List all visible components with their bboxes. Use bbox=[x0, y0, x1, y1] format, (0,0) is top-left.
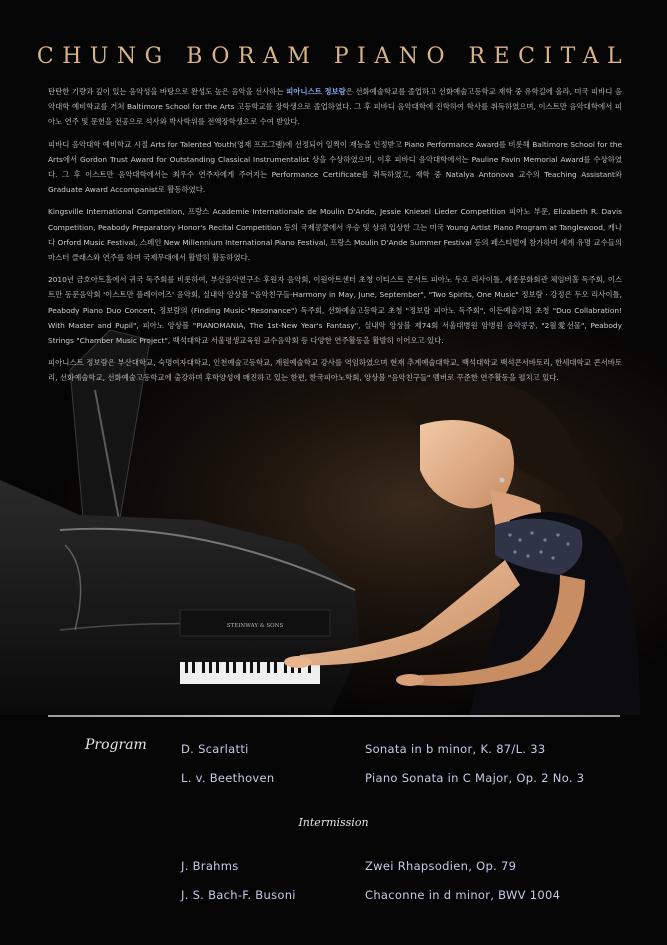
program-composer: L. v. Beethoven bbox=[181, 771, 275, 785]
pianist-right-hand bbox=[396, 674, 424, 686]
bio-paragraph: 피바디 음악대학 예비학교 시절 Arts for Talented Youth(영재 프로그램)에 선정되어 일찍이 재능을 인정받고 Piano Performance Award를 비롯해 Baltimore School for the Arts에서 Gordon Trust Award for Outstanding Classical Instrumentalist 상을 수상하였으며, 이후 피바디 음악대학에서는 Pauline Favin Memorial Award를 수상하였다. 그 후 이스트만 음악대학에서는 최우수 연주자에게 주어지는 Performance Certificate를 취득하였고, 재학 중 Natalya Antonova 교수의 Teaching Assistant와 Graduate Award Accompanist로 활동하였다. bbox=[48, 139, 622, 195]
bio-paragraph: Kingsville International Competition, 프랑스 Academie Internationale de Moulin D'Ande, Jessie Kniesel Lieder Competition 피아노 부문, Elizabeth R. Davis Competition, Peabody Preparatory Honor's Recital Competition 등의 국제콩쿨에서 우승 및 상위 입상한 그는 미국 Young Artist Piano Program at Tanglewood, 캐나다 Orford Music Festival, 스페인 New Millennium International Piano Festival, 프랑스 Moulin D'Ande Summer Festival 등의 페스티벌에 참가하며 세계 유명 교수들의 마스터 클래스와 연주를 하며 국제무대에서 활발히 활동하였다. bbox=[48, 207, 622, 263]
recital-title: CHUNG BORAM PIANO RECITAL bbox=[36, 44, 631, 69]
bio-text: 은 선화예술학교를 졸업하고 선화예술고등학교 재학 중 유학길에 올라, 미국 피바디 음악대학 예비학교를 거쳐 Baltimore School for the Arts 고등학교를 장학생으로 졸업하였다. 그 후 피바디 음악대학에 진학하여 학사를 취득하였으며, 이스트만 음악대학에서 피아노 연주 및 문헌을 전공으로 석사와 박사학위를 전액장학생으로 수여 받았다. bbox=[48, 87, 622, 127]
bio-paragraph bbox=[48, 84, 622, 130]
pianist-earring bbox=[500, 478, 505, 483]
program-label: Program bbox=[85, 737, 147, 753]
bio-paragraph: 2010년 금호아트홀에서 귀국 독주회를 비롯하여, 부산음악연구소 후원자 음악회, 이원아트센터 초청 이티스트 콘서트 피아노 두오 리사이틀, 세종문화회관 체임버홀 독주회, 이스트만 동문음악회 '이스트만 플레이어즈' 음악회, 실내악 앙상블 "음악친구들-Harmony in May, June, September", "Two Spirits, One Music" 정보람 · 강정은 두오 리사이틀, Peabody Piano Duo Concert, 정보람의 (Finding Music-"Resonance") 독주회, 선화예술고등학교 초청 "정보람 피아노 독주회", 이든예술기획 초청 "Duo Collabration! With Master and Pupil", 피아노 앙상블 "PIANOMANIA, The 1st-New Year's Fantasy", 실내악 앙상블 제74회 서울대병원 암병원 음악콩쿵, "2월愛선물", Peabody Strings "Chamber Music Project", 백석대학교 서울평생교육원 교수음악회 등 다양한 연주활동을 활발히 이어오고 있다. bbox=[48, 275, 622, 346]
biography bbox=[48, 84, 622, 393]
program-composer: J. Brahms bbox=[181, 859, 239, 873]
program-composer: J. S. Bach-F. Busoni bbox=[181, 888, 296, 902]
pianist-left-hand bbox=[284, 656, 312, 668]
program-work: Sonata in b minor, K. 87/L. 33 bbox=[365, 742, 546, 756]
divider bbox=[48, 715, 620, 717]
piano-brand: STEINWAY & SONS bbox=[226, 623, 284, 629]
bio-text: 탄탄한 기량과 깊이 있는 음악성을 바탕으로 완성도 높은 음악을 선사하는 bbox=[48, 87, 287, 96]
piano-key-slip bbox=[175, 684, 335, 692]
bio-paragraph: 피아니스트 정보람은 부산대학교, 숙명여자대학교, 인천예술고등학교, 계원예술학교 강사를 역임하였으며 현재 추계예술대학교, 백석대학교 백석콘서바토리, 한세대학교 콘서바토리, 선화예술학교, 선화예술고등학교에 출강하며 후학양성에 매진하고 있는 한편, 한국피아노학회, 앙상블 "음악친구들" 멤버로 꾸준한 연주활동을 펼치고 있다. bbox=[48, 358, 622, 383]
intermission-label: Intermission bbox=[298, 816, 369, 829]
program-work: Chaconne in d minor, BWV 1004 bbox=[365, 888, 561, 902]
program-composer: D. Scarlatti bbox=[181, 742, 249, 756]
pianist-name-highlight: 피아니스트 정보람 bbox=[286, 87, 346, 96]
program-work: Piano Sonata in C Major, Op. 2 No. 3 bbox=[365, 771, 585, 785]
program-work: Zwei Rhapsodien, Op. 79 bbox=[365, 859, 517, 873]
